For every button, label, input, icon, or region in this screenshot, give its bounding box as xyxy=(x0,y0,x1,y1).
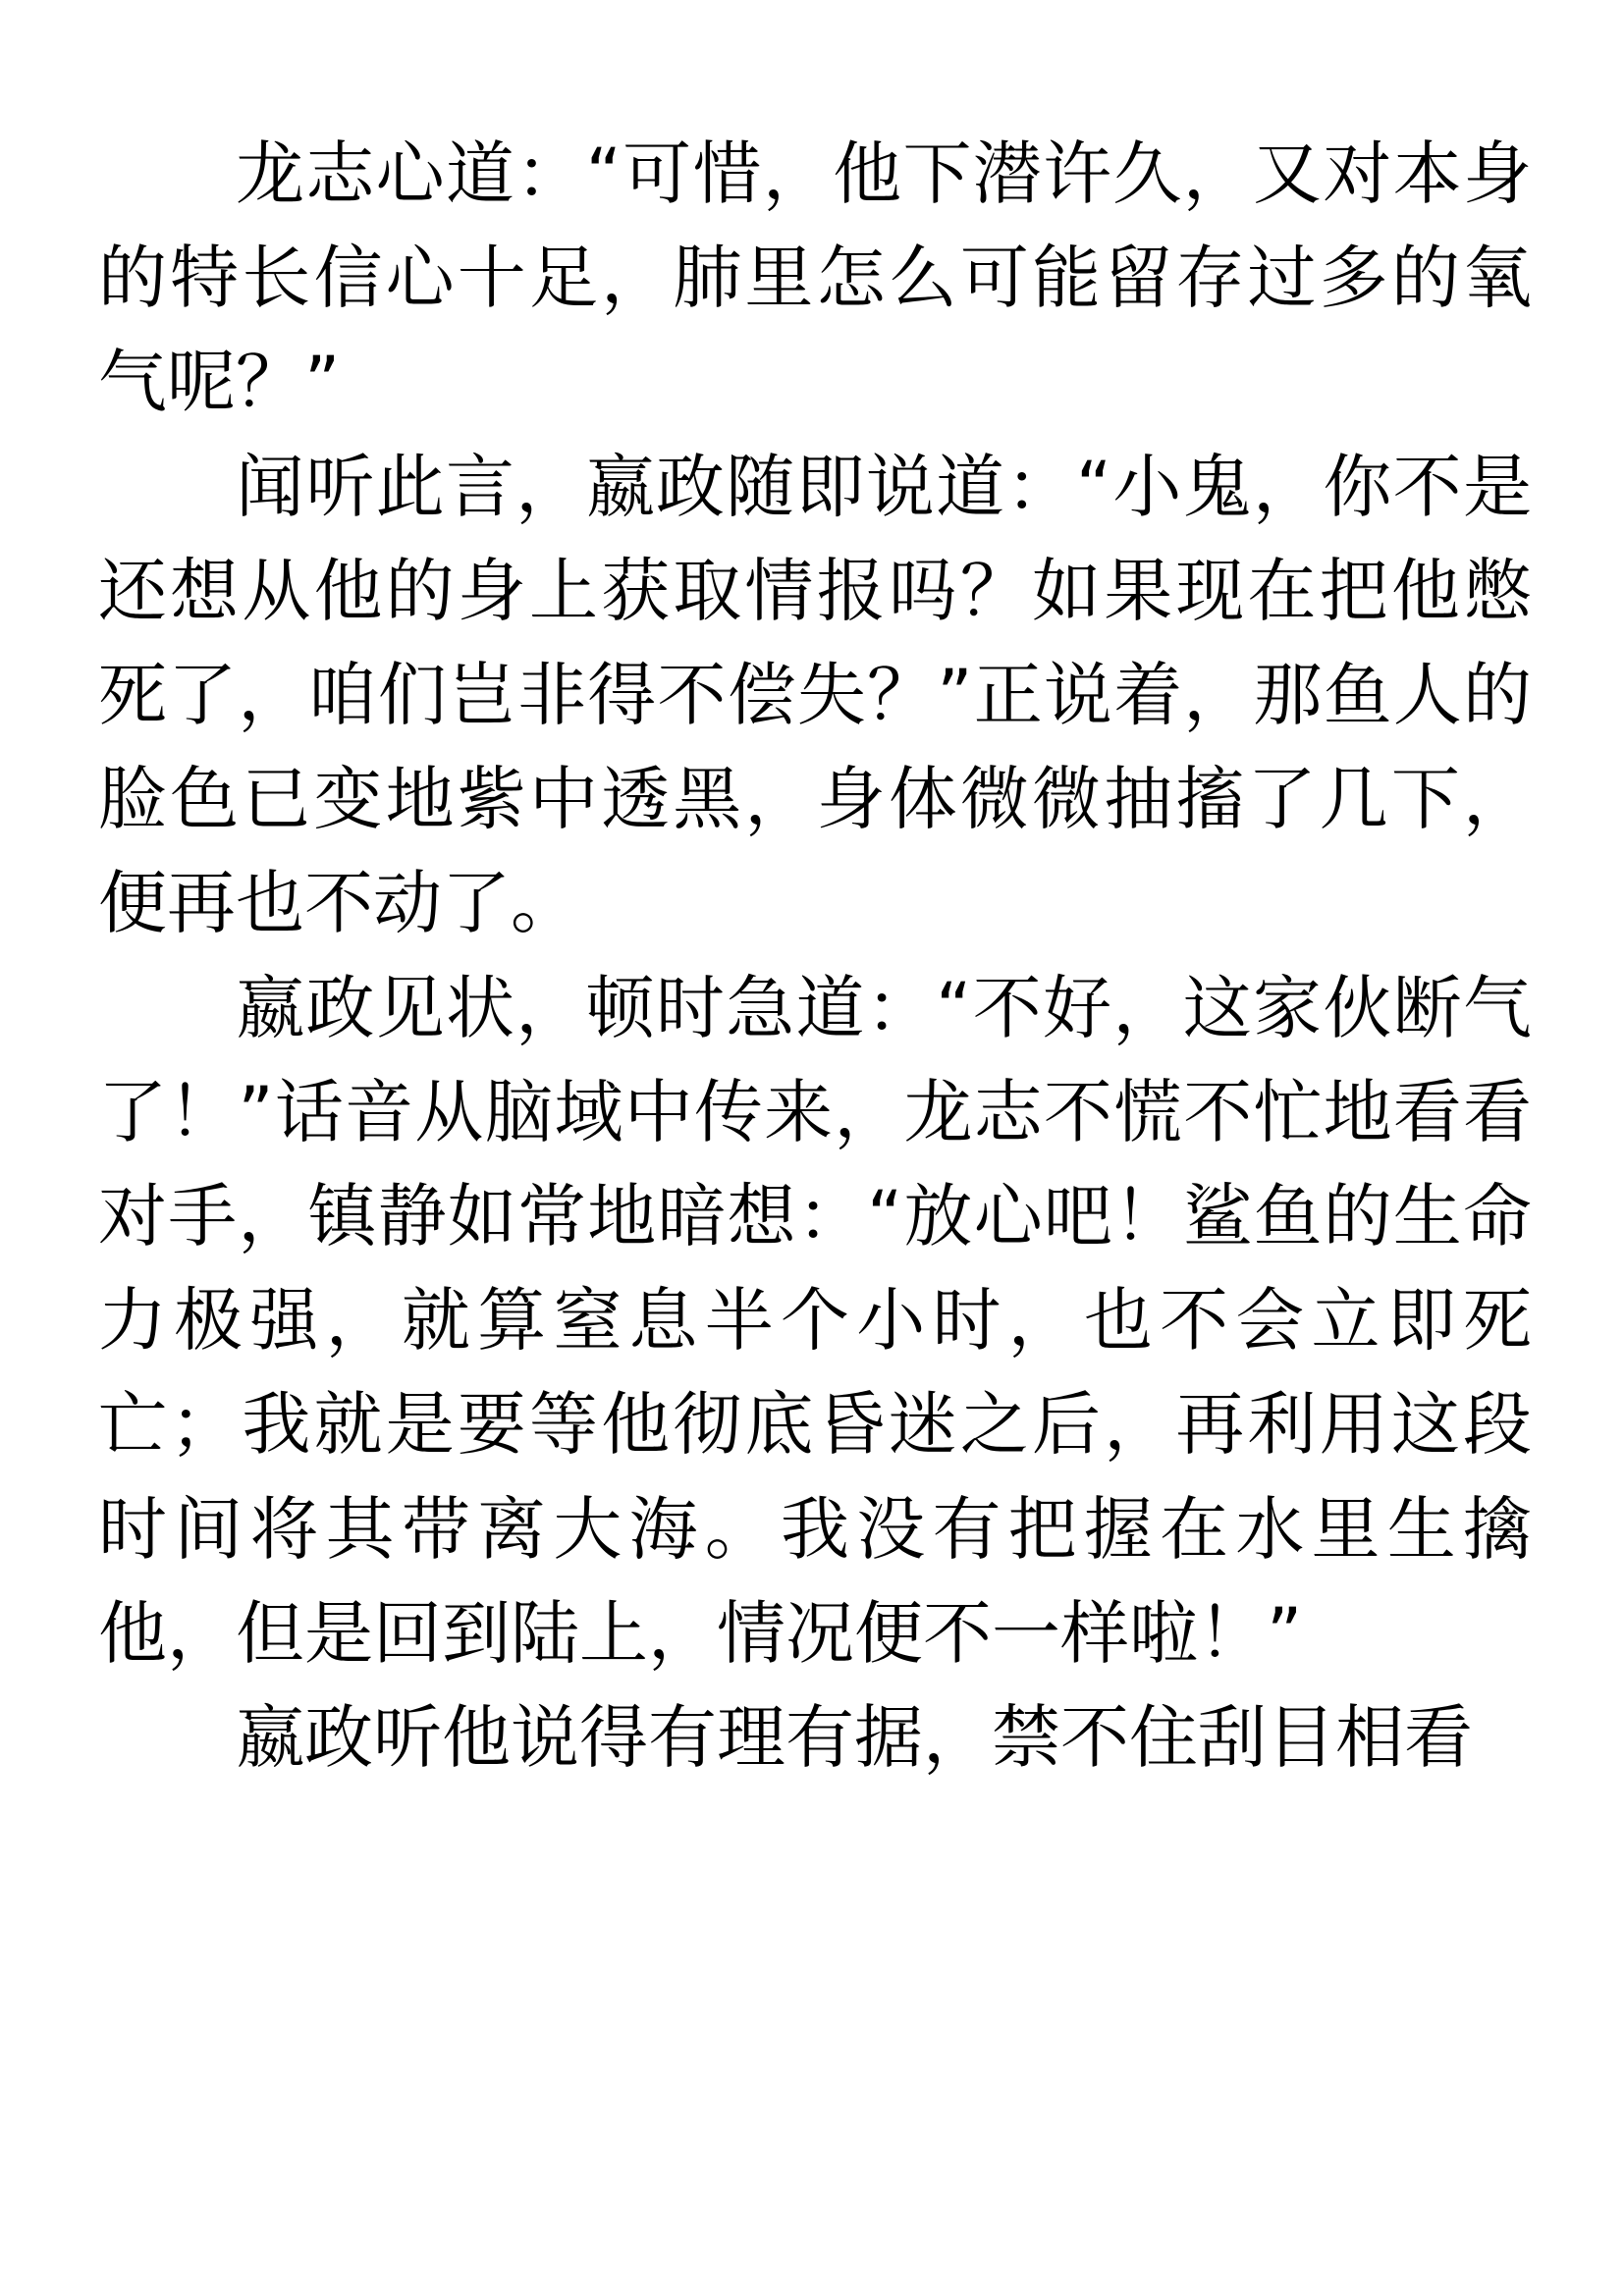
body-text xyxy=(98,122,1532,1789)
paragraph-2: 闻听此言，嬴政随即说道：“小鬼，你不是还想从他的身上获取情报吗？如果现在把他憋死了，咱们岂非得不偿失？”正说着，那鱼人的脸色已变地紫中透黑，身体微微抽搐了几下，便再也不动了。 xyxy=(98,446,1532,944)
paragraph-3: 嬴政见状，顿时急道：“不好，这家伙断气了！”话音从脑域中传来，龙志不慌不忙地看看对手，镇静如常地暗想：“放心吧！鲨鱼的生命力极强，就算窒息半个小时，也不会立即死亡；我就是要等他彻底昏迷之后，再利用这段时间将其带离大海。我没有把握在水里生擒他，但是回到陆上，情况便不一样啦！” xyxy=(98,967,1532,1674)
paragraph-1: 龙志心道：“可惜，他下潜许久，又对本身的特长信心十足，肺里怎么可能留存过多的氧气呢？” xyxy=(98,133,1532,423)
paragraph-4: 嬴政听他说得有理有据，禁不住刮目相看 xyxy=(236,1697,1473,1779)
